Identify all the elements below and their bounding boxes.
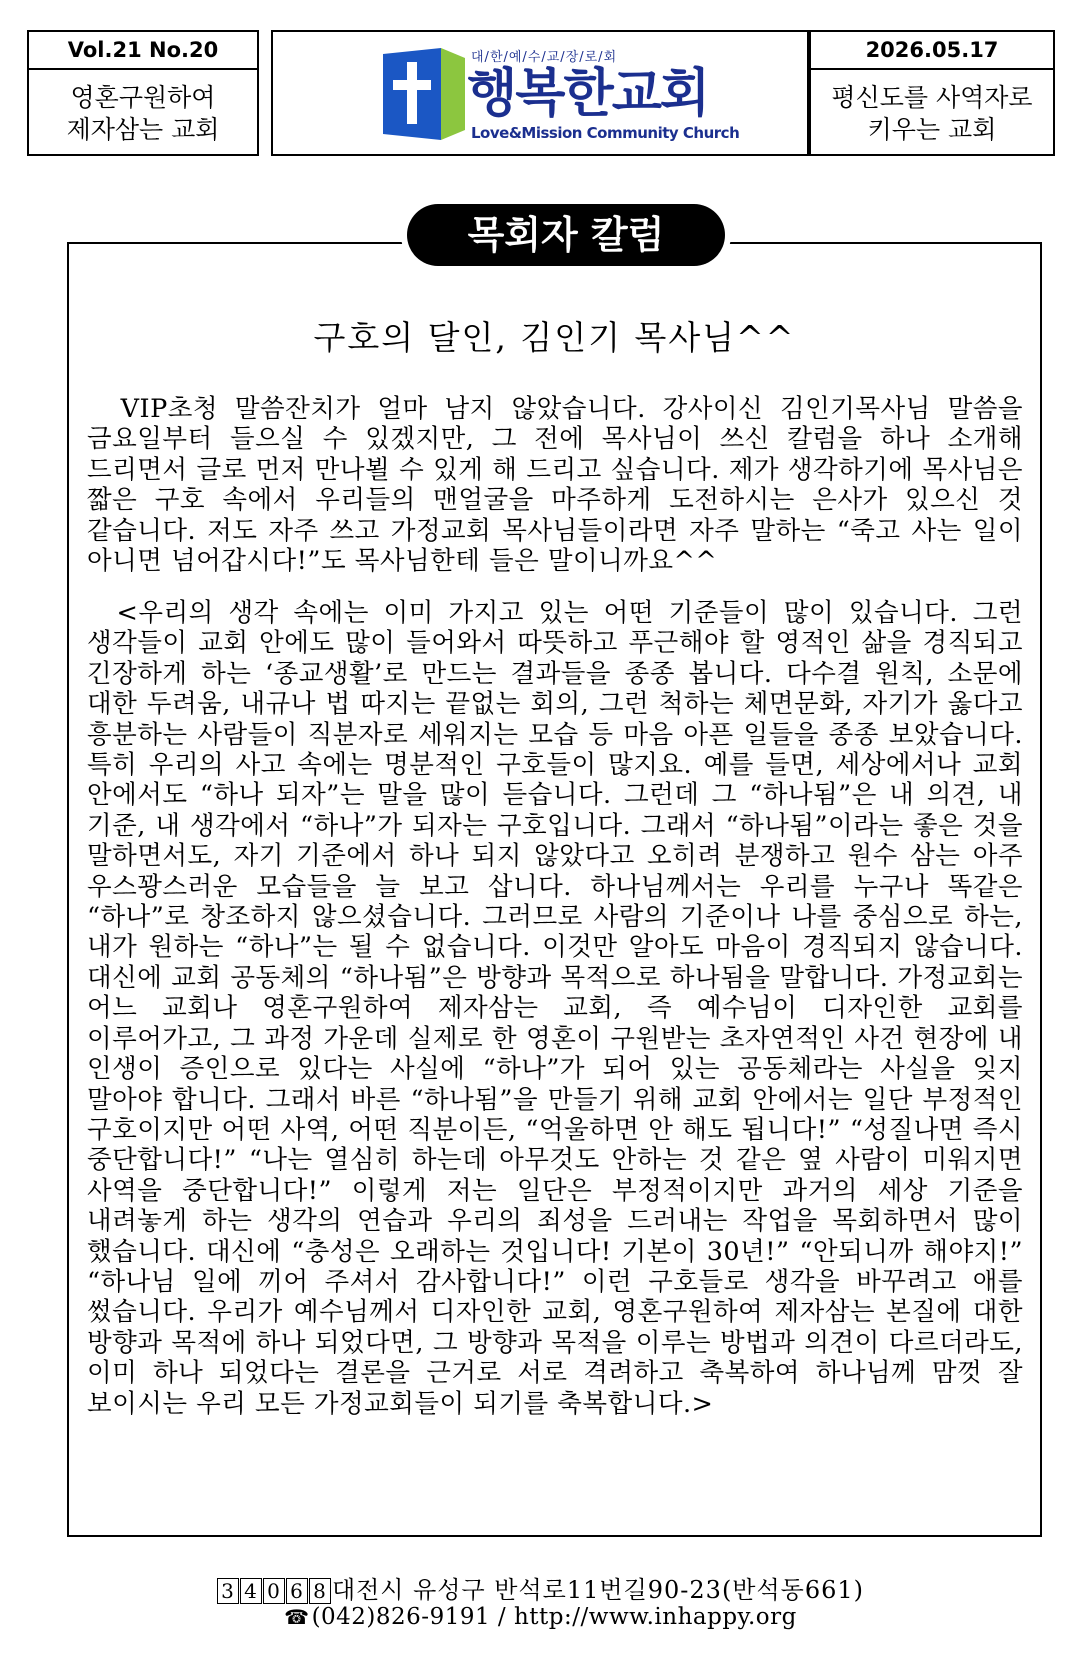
motto-left-line1: 영혼구원하여 — [70, 83, 216, 112]
footer-address — [0, 1570, 1081, 1605]
issue-date: 2026.05.17 — [811, 32, 1053, 70]
church-name: 행복한교회 — [467, 64, 709, 124]
section-label: 목회자 칼럼 — [407, 204, 725, 266]
paragraph-1-text: VIP초청 말씀잔치가 얼마 남지 않았습니다. 강사이신 김인기목사님 말씀을 금요일부터 들으실 수 있겠지만, 그 전에 목사님이 쓰신 칼럼을 하나 소개해 드리면서 글로 먼저 만나뵐 수 있게 해 드리고 싶습니다. 제가 생각하기에 목사님은 짧은 구호 속에서 우리들의 맨얼굴을 마주하게 도전하시는 은사가 있으신 것 같습니다. 저도 자주 쓰고 가정교회 목사님들이라면 자주 말하는 “죽고 사는 일이 아니면 넘어갑시다!”도 목사님한테 들은 말이니까요^^ — [87, 394, 1023, 577]
telephone-icon: ☎ — [284, 1605, 310, 1629]
motto-right-line1: 평신도를 사역자로 — [831, 83, 1033, 112]
motto-left-line2: 제자삼는 교회 — [66, 115, 220, 144]
zip-digit: 6 — [286, 1578, 308, 1604]
article-title: 구호의 달인, 김인기 목사님^^ — [313, 318, 796, 357]
contact-text: (042)826-9191 / http://www.inhappy.org — [311, 1604, 797, 1630]
denomination-text: 대/한/예/수/교/장/로/회 — [471, 50, 618, 65]
zip-digit: 8 — [309, 1578, 331, 1604]
zip-code — [217, 1576, 332, 1604]
motto-left — [29, 70, 257, 158]
zip-digit: 0 — [263, 1578, 285, 1604]
address-text: 대전시 유성구 반석로11번길90-23(반석동661) — [331, 1576, 865, 1604]
zip-digit: 4 — [240, 1578, 262, 1604]
motto-right — [811, 70, 1053, 158]
header-left-box — [27, 30, 259, 156]
footer-contact — [0, 1604, 1081, 1630]
header-right-box — [809, 30, 1055, 156]
article-paragraph-2 — [87, 598, 1023, 1419]
issue-number: Vol.21 No.20 — [29, 32, 257, 70]
church-english-name: Love&Mission Community Church — [471, 124, 740, 142]
zip-digit: 3 — [217, 1578, 239, 1604]
motto-right-line2: 키우는 교회 — [867, 115, 997, 144]
cross-logo-icon — [383, 48, 465, 140]
paragraph-2-text: <우리의 생각 속에는 이미 가지고 있는 어떤 기준들이 많이 있습니다. 그런 생각들이 교회 안에도 많이 들어와서 따뜻하고 푸근해야 할 영적인 삶을 경직되고 긴장하게 하는 ‘종교생활’로 만드는 결과들을 종종 봅니다. 다수결 원칙, 소문에 대한 두려움, 내규나 법 따지는 끝없는 회의, 그런 척하는 체면문화, 자기가 옳다고 흥분하는 사람들이 직분자로 세워지는 모습 등 마음 아픈 일들을 종종 보았습니다. 특히 우리의 사고 속에는 명분적인 구호들이 많지요. 예를 들면, 세상에서나 교회 안에서도 “하나 되자”는 말을 많이 듣습니다. 그런데 그 “하나됨”은 내 의견, 내 기준, 내 생각에서 “하나”가 되자는 구호입니다. 그래서 “하나됨”이라는 좋은 것을 말하면서도, 자기 기준에서 하나 되지 않았다고 오히려 분쟁하고 원수 삼는 아주 우스꽝스러운 모습들을 늘 보고 삽니다. 하나님께서는 우리를 누구나 똑같은 “하나”로 창조하지 않으셨습니다. 그러므로 사람의 기준이나 나를 중심으로 하는, 내가 원하는 “하나”는 될 수 없습니다. 이것만 알아도 마음이 경직되지 않습니다. 대신에 교회 공동체의 “하나됨”은 방향과 목적으로 하나됨을 말합니다. 가정교회는 어느 교회나 영혼구원하여 제자삼는 교회, 즉 예수님이 디자인한 교회를 이루어가고, 그 과정 가운데 실제로 한 영혼이 구원받는 초자연적인 사건 현장에 내 인생이 증인으로 있다는 사실에 “하나”가 되어 있는 공동체라는 사실을 잊지 말아야 합니다. 그래서 바른 “하나됨”을 만들기 위해 교회 안에서는 일단 부정적인 구호이지만 어떤 사역, 어떤 직분이든, “억울하면 안 해도 됩니다!” “성질나면 즉시 중단합니다!” “나는 열심히 하는데 아무것도 안하는 것 같은 옆 사람이 미워지면 사역을 중단합니다!” 이렇게 저는 일단은 부정적이지만 과거의 세상 기준을 내려놓게 하는 생각의 연습과 우리의 죄성을 드러내는 작업을 목회하면서 많이 했습니다. 대신에 “충성은 오래하는 것입니다! 기본이 30년!” “안되니까 해야지!” “하나님 일에 끼어 주셔서 감사합니다!” 이런 구호들로 생각을 바꾸려고 애를 썼습니다. 우리가 예수님께서 디자인한 교회, 영혼구원하여 제자삼는 본질에 대한 방향과 목적에 하나 되었다면, 그 방향과 목적을 이루는 방법과 의견이 다르더라도, 이미 하나 되었다는 결론을 근거로 서로 격려하고 축복하여 하나님께 맘껏 잘 보이시는 우리 모든 가정교회들이 되기를 축복합니다.> — [87, 598, 1023, 1419]
article-paragraph-1 — [87, 394, 1023, 576]
church-logo — [271, 30, 809, 156]
